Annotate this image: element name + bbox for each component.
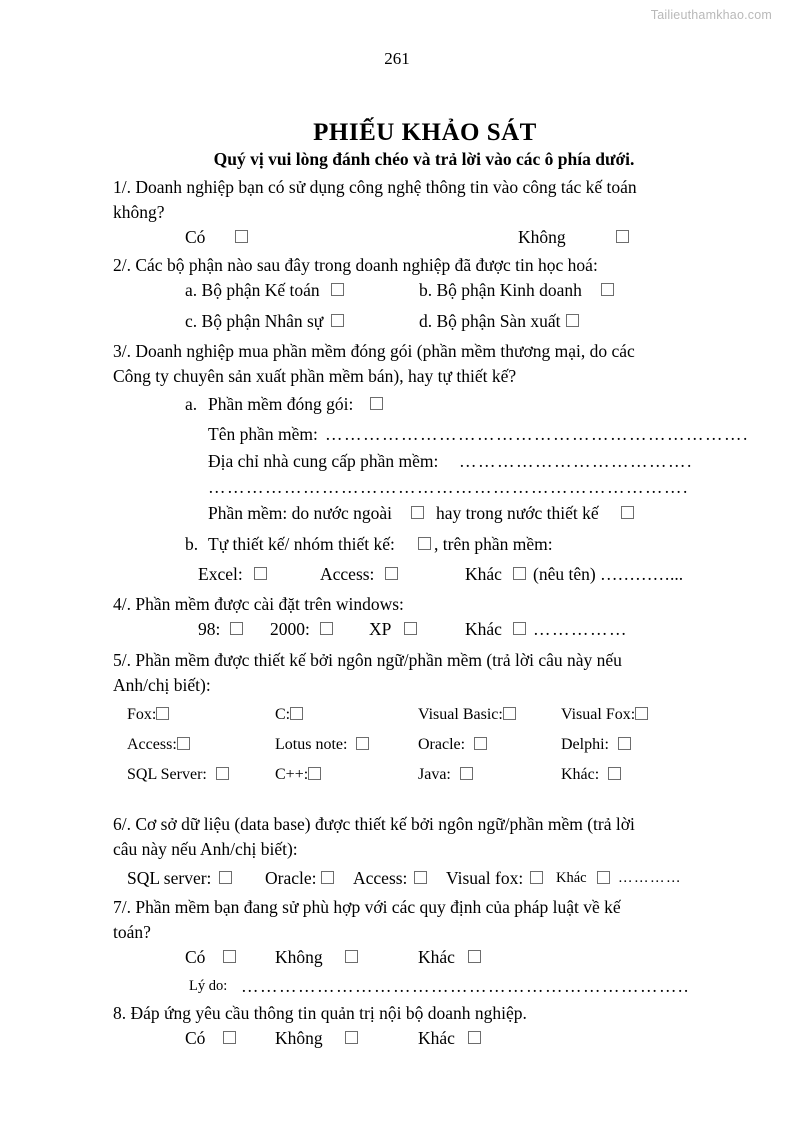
question-8-no-checkbox[interactable] — [345, 1031, 358, 1044]
software-origin-domestic-label: hay trong nước thiết kế — [436, 502, 599, 523]
windows-2000-label: 2000: — [270, 618, 310, 639]
windows-2000-checkbox[interactable] — [320, 622, 333, 635]
page-title: PHIẾU KHẢO SÁT — [313, 119, 537, 146]
question-2-option-a-label: a. Bộ phận Kế toán — [185, 279, 320, 300]
question-2-option-b-label: b. Bộ phận Kinh doanh — [419, 279, 582, 300]
question-1-yes-label: Có — [185, 226, 206, 247]
question-1-text-line1: 1/. Doanh nghiệp bạn có sử dụng công nghệ thông tin vào công tác kế toán — [113, 176, 637, 197]
access-label: Access: — [320, 563, 375, 584]
question-7-text-line2: toán? — [113, 921, 151, 942]
question-7 — [113, 895, 723, 1001]
other-software-label: Khác — [465, 563, 502, 584]
db-access-label: Access: — [353, 867, 408, 888]
access-checkbox[interactable] — [385, 567, 398, 580]
question-1 — [113, 175, 723, 253]
lang-fox-label: Fox: — [127, 705, 157, 723]
question-7-yes-checkbox[interactable] — [223, 950, 236, 963]
question-8-no-label: Không — [275, 1027, 323, 1048]
other-software-note[interactable]: (nêu tên) …………... — [533, 563, 684, 584]
db-sql-server-label: SQL server: — [127, 867, 212, 888]
lang-visual-fox — [561, 707, 648, 723]
question-8 — [113, 1001, 723, 1055]
question-2-option-d-label: d. Bộ phận Sàn xuất — [419, 310, 561, 331]
lang-java-label: Java: — [418, 765, 451, 783]
question-1-no-label: Không — [518, 226, 566, 247]
db-sql-server-checkbox[interactable] — [219, 871, 232, 884]
question-2-text: 2/. Các bộ phận nào sau đây trong doanh nghiệp đã được tin học hoá: — [113, 254, 598, 275]
question-5 — [113, 648, 723, 797]
question-1-text-line2: không? — [113, 201, 165, 222]
lang-delphi-label: Delphi: — [561, 735, 609, 753]
windows-xp-checkbox[interactable] — [404, 622, 417, 635]
lang-delphi — [561, 737, 631, 753]
survey-form-content — [113, 119, 749, 1055]
lang-lotus-note-checkbox[interactable] — [356, 737, 369, 750]
question-8-yes-label: Có — [185, 1027, 206, 1048]
question-8-other-checkbox[interactable] — [468, 1031, 481, 1044]
question-3-text-line2: Công ty chuyên sản xuất phần mềm bán), hay tự thiết kế? — [113, 365, 517, 386]
question-6-options — [113, 866, 723, 895]
lang-lotus-note-label: Lotus note: — [275, 735, 348, 753]
supplier-address-dotted-field[interactable]: ………………………………. — [459, 450, 693, 471]
lang-other — [561, 767, 621, 783]
question-3-item-b-suffix: , trên phần mềm: — [434, 533, 553, 554]
lang-c — [275, 707, 303, 723]
excel-label: Excel: — [198, 563, 243, 584]
question-2-option-a-checkbox[interactable] — [331, 283, 344, 296]
lang-sql-server-label: SQL Server: — [127, 765, 207, 783]
db-other-label: Khác — [556, 869, 587, 886]
question-3-item-b-checkbox[interactable] — [418, 537, 431, 550]
question-7-reason-row — [113, 974, 723, 1001]
software-origin-foreign-checkbox[interactable] — [411, 506, 424, 519]
lang-visual-basic — [418, 707, 516, 723]
software-name-label: Tên phần mềm: — [208, 423, 318, 444]
lang-delphi-checkbox[interactable] — [618, 737, 631, 750]
question-7-text-line1: 7/. Phần mềm bạn đang sử phù hợp với các quy định của pháp luật về kế — [113, 896, 621, 917]
lang-visual-fox-checkbox[interactable] — [635, 707, 648, 720]
question-7-yes-label: Có — [185, 946, 206, 967]
question-3-item-b-label: Tự thiết kế/ nhóm thiết kế: — [208, 533, 395, 554]
page-number: 261 — [384, 49, 410, 68]
lang-java — [418, 767, 473, 783]
document-subtitle: Quý vị vui lòng đánh chéo và trả lời vào các ô phía dưới. — [213, 149, 635, 169]
lang-sql-server — [127, 767, 229, 783]
question-4-text: 4/. Phần mềm được cài đặt trên windows: — [113, 593, 404, 614]
lang-c-checkbox[interactable] — [290, 707, 303, 720]
excel-checkbox[interactable] — [254, 567, 267, 580]
windows-xp-label: XP — [369, 618, 392, 639]
question-3-software-name-row — [113, 422, 749, 449]
lang-other-label: Khác: — [561, 765, 600, 783]
question-1-yes-checkbox[interactable] — [235, 230, 248, 243]
lang-java-checkbox[interactable] — [460, 767, 473, 780]
software-origin-domestic-checkbox[interactable] — [621, 506, 634, 519]
question-4 — [113, 592, 723, 648]
db-access-checkbox[interactable] — [414, 871, 427, 884]
windows-other-checkbox[interactable] — [513, 622, 526, 635]
question-2-options-row2 — [113, 309, 723, 339]
lang-oracle-label: Oracle: — [418, 735, 466, 753]
reason-dotted-field[interactable]: …………………………………………………………….. — [241, 975, 690, 996]
db-visual-fox-checkbox[interactable] — [530, 871, 543, 884]
question-2-option-c-label: c. Bộ phận Nhân sự — [185, 310, 324, 331]
question-3-item-a — [113, 392, 723, 422]
lang-access-label: Access: — [127, 735, 177, 753]
question-6 — [113, 812, 723, 895]
question-3-item-b-marker: b. — [185, 533, 199, 554]
supplier-address-dotted-field-2[interactable]: …………………………………………………………………. — [208, 476, 689, 497]
lang-sql-server-checkbox[interactable] — [216, 767, 229, 780]
question-5-grid-row — [113, 767, 713, 797]
question-3-supplier-address-row — [113, 449, 723, 475]
question-7-no-label: Không — [275, 946, 323, 967]
lang-oracle-checkbox[interactable] — [474, 737, 487, 750]
lang-fox-checkbox[interactable] — [156, 707, 169, 720]
question-7-other-label: Khác — [418, 946, 455, 967]
windows-98-checkbox[interactable] — [230, 622, 243, 635]
windows-other-label: Khác — [465, 618, 502, 639]
question-3-supplier-address-row2 — [113, 475, 723, 501]
other-software-checkbox[interactable] — [513, 567, 526, 580]
lang-visual-basic-label: Visual Basic: — [418, 705, 503, 723]
question-8-text: 8. Đáp ứng yêu cầu thông tin quản trị nội bộ doanh nghiệp. — [113, 1002, 527, 1023]
question-1-no-checkbox[interactable] — [616, 230, 629, 243]
question-5-grid-row — [113, 707, 713, 737]
lang-access-checkbox[interactable] — [177, 737, 190, 750]
software-name-dotted-field[interactable]: …………………………………………………………. — [325, 423, 749, 444]
lang-fox — [127, 707, 169, 723]
question-8-other-label: Khác — [418, 1027, 455, 1048]
question-6-text-line1: 6/. Cơ sở dữ liệu (data base) được thiết kế bởi ngôn ngữ/phần mềm (trả lời — [113, 813, 635, 834]
lang-access — [127, 737, 190, 753]
question-8-yes-checkbox[interactable] — [223, 1031, 236, 1044]
lang-cpp — [275, 767, 321, 783]
lang-visual-basic-checkbox[interactable] — [503, 707, 516, 720]
lang-visual-fox-label: Visual Fox: — [561, 705, 636, 723]
question-3-text-line1: 3/. Doanh nghiệp mua phần mềm đóng gói (phần mềm thương mại, do các — [113, 340, 635, 361]
question-3-item-b — [113, 532, 723, 562]
question-2-option-b-checkbox[interactable] — [601, 283, 614, 296]
question-2-option-d-checkbox[interactable] — [566, 314, 579, 327]
windows-98-label: 98: — [198, 618, 221, 639]
question-1-options — [113, 225, 723, 253]
lang-other-checkbox[interactable] — [608, 767, 621, 780]
question-4-options — [113, 617, 723, 648]
question-3-item-a-checkbox[interactable] — [370, 397, 383, 410]
question-3-software-options — [113, 562, 723, 592]
db-oracle-checkbox[interactable] — [321, 871, 334, 884]
question-7-other-checkbox[interactable] — [468, 950, 481, 963]
question-5-grid-row — [113, 737, 713, 767]
lang-oracle — [418, 737, 487, 753]
lang-cpp-checkbox[interactable] — [308, 767, 321, 780]
watermark: Tailieuthamkhao.com — [650, 8, 772, 22]
question-5-option-grid — [113, 707, 713, 797]
software-origin-label: Phần mềm: do nước ngoài — [208, 502, 392, 523]
supplier-address-label: Địa chỉ nhà cung cấp phần mềm: — [208, 450, 439, 471]
db-other-dotted-field[interactable]: ………… — [618, 869, 682, 886]
question-2 — [113, 253, 723, 339]
question-5-text-line1: 5/. Phần mềm được thiết kế bởi ngôn ngữ/phần mềm (trả lời câu này nếu — [113, 649, 622, 670]
question-5-text-line2: Anh/chị biết): — [113, 674, 211, 695]
question-3-origin-row — [113, 501, 723, 532]
db-other-checkbox[interactable] — [597, 871, 610, 884]
question-7-no-checkbox[interactable] — [345, 950, 358, 963]
db-visual-fox-label: Visual fox: — [446, 867, 524, 888]
db-oracle-label: Oracle: — [265, 867, 317, 888]
reason-label: Lý do: — [189, 977, 228, 994]
lang-cpp-label: C++: — [275, 765, 309, 783]
question-3-item-a-marker: a. — [185, 393, 198, 414]
windows-other-dotted-field[interactable]: …………… — [533, 618, 628, 639]
lang-lotus-note — [275, 737, 369, 753]
question-2-options-row1 — [113, 278, 723, 309]
question-6-text-line2: câu này nếu Anh/chị biết): — [113, 838, 298, 859]
lang-c-label: C: — [275, 705, 291, 723]
question-7-options — [113, 945, 723, 974]
question-2-option-c-checkbox[interactable] — [331, 314, 344, 327]
question-3 — [113, 339, 749, 592]
question-8-options — [113, 1026, 723, 1055]
question-3-item-a-label: Phần mềm đóng gói: — [208, 393, 354, 414]
